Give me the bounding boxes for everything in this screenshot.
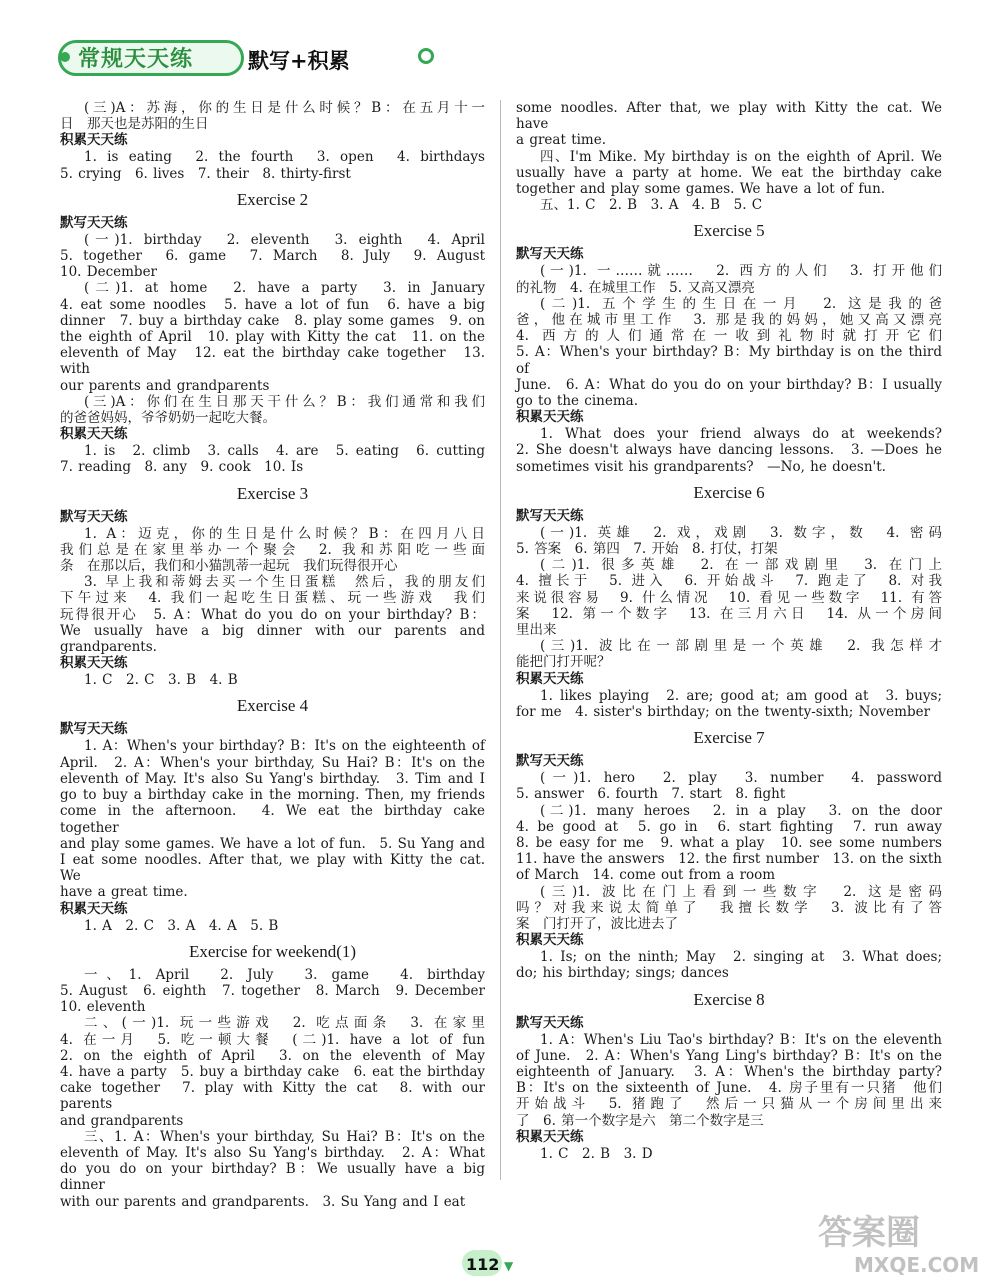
answer-line: 案 12. 第一个数字 13. 在三月六日 14. 从一个房间 [516, 605, 942, 622]
answer-line: (一)1. 一……就…… 2. 西方的人们 3. 打开他们 [540, 263, 942, 280]
section-heading: 默写天天练 [516, 507, 584, 524]
answer-line: 四、I'm Mike. My birthday is on the eighth of April. We [540, 148, 942, 165]
section-heading: 积累天天练 [60, 132, 128, 149]
answer-line: go to the cinema. [516, 393, 639, 410]
answer-line: 1. A 2. C 3. A 4. A 5. B [84, 917, 279, 934]
answer-line: together and play some games. We have a lot of fun. [516, 181, 886, 198]
answer-line: I eat some noodles. After that, we play with Kitty the cat. We [60, 851, 485, 885]
section-heading: 积累天天练 [516, 932, 584, 949]
answer-line: 10. eleventh [60, 999, 146, 1016]
answer-line: 4. have a party 5. buy a birthday cake 6. eat the birthday [60, 1063, 485, 1080]
answer-line: eleventh of May 12. eat the birthday cake together 13. with [60, 345, 485, 378]
section-heading: 默写天天练 [516, 246, 584, 263]
answer-line: April. 2. A：When's your birthday, Su Hai? B：It's on the [60, 754, 485, 771]
section-heading: 积累天天练 [516, 670, 584, 687]
answer-line: 日 那天也是苏阳的生日 [60, 116, 209, 133]
answer-line: and play some games. We have a lot of fun. 5. Su Yang and [60, 835, 485, 852]
answer-line: 1. What does your friend always do at weekends? [540, 426, 942, 443]
answer-line: 5. answer 6. fourth 7. start 8. fight [516, 786, 786, 803]
left-column [60, 100, 485, 1210]
answer-line: 1. A：迈克，你的生日是什么时候？B：在四月八日 [84, 525, 485, 542]
answer-line: 玩得很开心 5. A：What do you do on your birthday? B： [60, 606, 485, 623]
answer-line: 1. A：When's Liu Tao's birthday? B：It's on the eleventh [540, 1031, 942, 1048]
answer-line: 1. C 2. B 3. D [540, 1145, 653, 1162]
page-number: 112 [466, 1255, 500, 1274]
section-heading: 积累天天练 [516, 409, 584, 426]
answer-line: 4. eat some noodles 5. have a lot of fun 6. have a big [60, 296, 485, 313]
answer-line: eleventh of May. It's also Su Yang's birthday. 3. Tim and I [60, 770, 485, 787]
answer-line: 开始战斗 5. 猪跑了 然后一只猫从一个房间里出来 [516, 1096, 942, 1113]
watermark-logo-text: 答案圈 [818, 1213, 920, 1253]
section-heading: 默写天天练 [60, 721, 128, 738]
answer-line: B：It's on the sixteenth of June. 4. 房子里有一只猪 他们 [516, 1080, 942, 1097]
exercise-heading: Exercise 2 [236, 189, 309, 209]
answer-line: eleventh of May. It's also Su Yang's birthday. 2. A：What [60, 1144, 485, 1161]
answer-line: 能把门打开呢？ [516, 654, 611, 671]
answer-line: 5. August 6. eighth 7. together 8. March 9. December [60, 982, 485, 999]
answer-line: usually have a party at home. We eat the birthday cake [516, 164, 942, 181]
section-heading: 默写天天练 [60, 508, 128, 525]
answer-line: 1. A：When's your birthday? B：It's on the eighteenth of [84, 738, 485, 755]
answer-line: 4. 西方的人们通常在一收到礼物时就打开它们 [516, 328, 942, 345]
exercise-heading: Exercise 6 [693, 482, 765, 502]
answer-line: 1. is 2. climb 3. calls 4. are 5. eating 6. cutting [84, 443, 485, 460]
answer-line: 吗？对我来说太简单了 我擅长数学 3. 波比有了答 [516, 899, 942, 916]
answer-line: 二、(一)1. 玩一些游戏 2. 吃点面条 3. 在家里 [84, 1015, 485, 1032]
answer-line: sometimes visit his grandparents? —No, he doesn't. [516, 458, 886, 475]
triangle-icon: ▼ [504, 1259, 514, 1273]
answer-line: grandparents. [60, 639, 157, 656]
exercise-heading: Exercise 3 [236, 483, 309, 503]
answer-line: 爸，他在城市里工作 3. 那是我的妈妈，她又高又漂亮 [516, 312, 942, 329]
answer-line: eighteenth of January. 3. A：When's the birthday party? [516, 1063, 942, 1080]
exercise-heading: Exercise 4 [236, 696, 309, 716]
answer-line: 2. on the eighth of April 3. on the eleventh of May [60, 1047, 485, 1064]
answer-line: for me 4. sister's birthday; on the twenty-sixth; November [516, 703, 931, 720]
bullet-icon [60, 52, 70, 62]
answer-line: (二)1. at home 2. have a party 3. in January [84, 280, 485, 297]
answer-line: 我们总是在家里举办一个聚会 2. 我和苏阳吃一些面 [60, 541, 485, 558]
answer-line: 4. be good at 5. go in 6. start fighting 7. run away [516, 818, 942, 835]
answer-line: (三)1. 波比在一部剧里是一个英雄 2. 我怎样才 [540, 638, 942, 655]
exercise-heading: Exercise 7 [693, 728, 765, 748]
answer-line: 五、1. C 2. B 3. A 4. B 5. C [540, 197, 763, 214]
answer-line: 1. likes playing 2. are; good at; am good at 3. buys; [540, 687, 942, 704]
answer-line: 的礼物 4. 在城里工作 5. 又高又漂亮 [516, 279, 755, 296]
answer-line: 1. is eating 2. the fourth 3. open 4. birthdays [84, 149, 485, 166]
answer-line: our parents and grandparents [60, 377, 270, 394]
answer-line: (二)1. many heroes 2. in a play 3. on the door [540, 802, 942, 819]
answer-line: (三)A：你们在生日那天干什么？B：我们通常和我们 [84, 393, 485, 410]
section-heading: 默写天天练 [516, 753, 584, 770]
answer-line: (一)1. hero 2. play 3. number 4. password [540, 770, 942, 787]
answer-line: with our parents and grandparents. 3. Su Yang and I eat [60, 1193, 466, 1210]
answer-line: (二)1. 很多英雄 2. 在一部戏剧里 3. 在门上 [540, 557, 942, 574]
answer-line: dinner 7. buy a birthday cake 8. play some games 9. on [60, 312, 485, 329]
column-divider [500, 100, 501, 1180]
answer-line: (一)1. 英雄 2. 戏，戏剧 3. 数字，数 4. 密码 [540, 524, 942, 541]
watermark [810, 1205, 986, 1281]
answer-line: (二)1. 五个学生的生日在一月 2. 这是我的爸 [540, 295, 942, 312]
answer-line: 一、1. April 2. July 3. game 4. birthday [84, 966, 485, 983]
answer-line: the eighth of April 10. play with Kitty the cat 11. on the [60, 329, 485, 346]
answer-line: June. 6. A：What do you do on your birthday? B：I usually [516, 376, 942, 393]
answer-line: 的爸爸妈妈，爷爷奶奶一起吃大餐。 [60, 410, 276, 427]
answer-line: cake together 7. play with Kitty the cat 8. with our parents [60, 1080, 485, 1113]
answer-line: go to buy a birthday cake in the morning. Then, my friends [60, 787, 485, 804]
header-title: 常规天天练 [78, 47, 194, 72]
answer-line: 4. 在一月 5. 吃一顿大餐 (二)1. have a lot of fun [60, 1031, 485, 1048]
answer-line: 案 门打开了，波比进去了 [516, 915, 678, 932]
answer-line: a great time. [516, 132, 607, 149]
answer-line: 里出来 [516, 622, 557, 639]
answer-line: 10. December [60, 264, 158, 281]
watermark-url: MXQE.COM [854, 1253, 980, 1277]
section-heading: 默写天天练 [60, 214, 128, 231]
section-heading: 默写天天练 [516, 1014, 584, 1031]
answer-line: 7. reading 8. any 9. cook 10. Is [60, 459, 304, 476]
exercise-heading: Exercise for weekend(1) [188, 941, 357, 961]
answer-line: 8. be easy for me 9. what a play 10. see some numbers [516, 834, 942, 851]
answer-line: 了 6. 第一个数字是六 第二个数字是三 [516, 1112, 764, 1129]
answer-line: 5. A：When's your birthday? B：My birthday is on the third of [516, 344, 942, 377]
clock-icon [418, 48, 434, 64]
answer-line: (三)1. 波比在门上看到一些数字 2. 这是密码 [540, 883, 942, 900]
answer-line: do you do on your birthday? B：We usually have a big dinner [60, 1161, 485, 1194]
answer-line: come in the afternoon. 4. We eat the birthday cake together [60, 803, 485, 836]
answer-line: some noodles. After that, we play with Kitty the cat. We have [516, 100, 942, 133]
section-heading: 积累天天练 [60, 426, 128, 443]
answer-line: (三)A：苏海，你的生日是什么时候？B：在五月十一 [84, 100, 485, 116]
section-heading: 积累天天练 [60, 655, 128, 672]
answer-line: 1. Is; on the ninth; May 2. singing at 3. What does; [540, 949, 942, 966]
section-heading: 积累天天练 [516, 1128, 584, 1145]
answer-line: We usually have a big dinner with our parents and [60, 622, 485, 639]
answer-line: of June. 2. A：When's Yang Ling's birthday? B：It's on the [516, 1047, 942, 1064]
header-subtitle: 默写+积累 [248, 49, 350, 73]
exercise-heading: Exercise 5 [693, 221, 765, 241]
section-heading: 积累天天练 [60, 900, 128, 917]
answer-line: 5. together 6. game 7. March 8. July 9. August [60, 248, 485, 265]
answer-line: 1. C 2. C 3. B 4. B [84, 672, 238, 689]
answer-line: of March 14. come out from a room [516, 867, 776, 884]
answer-line: 3. 早上我和蒂姆去买一个生日蛋糕 然后，我的朋友们 [84, 574, 485, 591]
answer-line: 4. 擅长于 5. 进入 6. 开始战斗 7. 跑走了 8. 对我 [516, 573, 942, 590]
answer-line: 5. 答案 6. 第四 7. 开始 8. 打仗，打架 [516, 541, 778, 558]
header-banner [58, 36, 388, 82]
right-column [516, 100, 942, 1200]
answer-line: 11. have the answers 12. the first number 13. on the sixth [516, 851, 942, 868]
answer-line: 5. crying 6. lives 7. their 8. thirty-first [60, 165, 351, 182]
answer-line: and grandparents [60, 1112, 184, 1129]
answer-line: 三、1. A：When's your birthday, Su Hai? B：It's on the [84, 1128, 485, 1145]
answer-line: 2. She doesn't always have dancing lessons. 3. —Does he [516, 442, 942, 459]
exercise-heading: Exercise 8 [693, 989, 765, 1009]
answer-line: (一)1. birthday 2. eleventh 3. eighth 4. April [84, 231, 485, 248]
answer-line: 下午过来 4. 我们一起吃生日蛋糕、玩一些游戏 我们 [60, 590, 485, 607]
answer-line: 条 在那以后，我们和小猫凯蒂一起玩 我们玩得很开心 [60, 558, 398, 575]
answer-line: do; his birthday; sings; dances [516, 965, 729, 982]
answer-line: have a great time. [60, 884, 188, 901]
answer-line: 来说很容易 9. 什么情况 10. 看见一些数字 11. 有答 [516, 589, 942, 606]
